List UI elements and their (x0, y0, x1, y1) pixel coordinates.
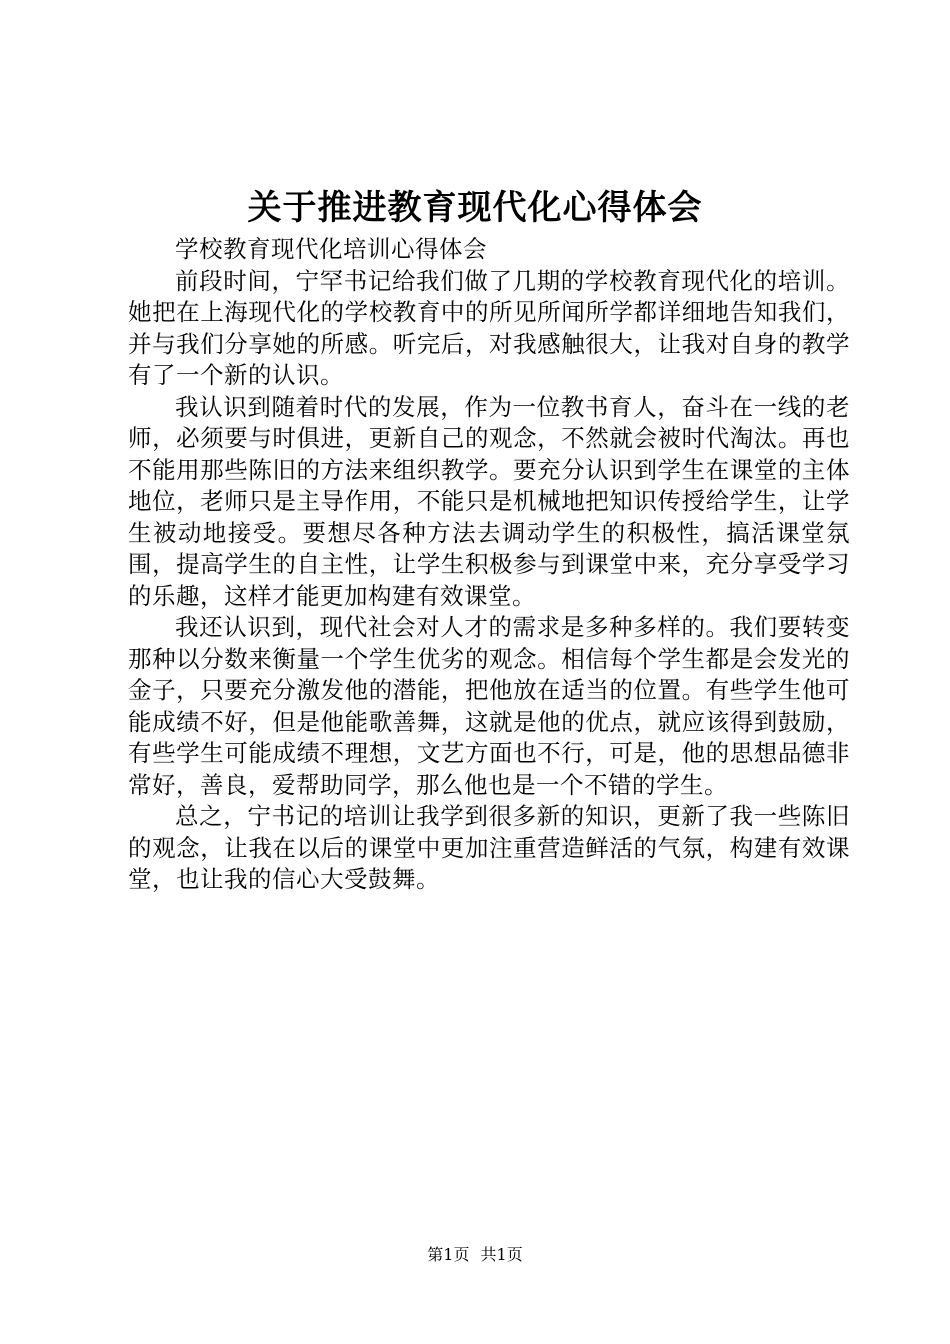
document-body (128, 234, 850, 896)
page-footer (0, 1244, 950, 1266)
document-title: 关于推进教育现代化心得体会 (247, 188, 703, 228)
paragraph-keep-pace: 我认识到随着时代的发展，作为一位教书育人，奋斗在一线的老师，必须要与时俱进，更新自己的观念，不然就会被时代淘汰。再也不能用那些陈旧的方法来组织教学。要充分认识到学生在课堂的主体地位，老师只是主导作用，不能只是机械地把知识传授给学生，让学生被动地接受。要想尽各种方法去调动学生的积极性，搞活课堂氛围，提高学生的自主性，让学生积极参与到课堂中来，充分享受学习的乐趣，这样才能更加构建有效课堂。 (128, 392, 850, 610)
paragraph-conclusion: 总之，宁书记的培训让我学到很多新的知识，更新了我一些陈旧的观念，让我在以后的课堂中更加注重营造鲜活的气氛，构建有效课堂，也让我的信心大受鼓舞。 (128, 802, 850, 893)
paragraph-training-intro: 前段时间，宁罕书记给我们做了几期的学校教育现代化的培训。她把在上海现代化的学校教育中的所见所闻所学都详细地告知我们，并与我们分享她的所感。听完后，对我感触很大，让我对自身的教学有了一个新的认识。 (128, 266, 850, 389)
page-number-total: 共1页 (480, 1245, 523, 1264)
page-number-current: 第1页 (427, 1245, 470, 1264)
paragraph-talent-needs: 我还认识到，现代社会对人才的需求是多种多样的。我们要转变那种以分数来衡量一个学生优劣的观念。相信每个学生都是会发光的金子，只要充分激发他的潜能，把他放在适当的位置。有些学生他可能成绩不好，但是他能歌善舞，这就是他的优点，就应该得到鼓励，有些学生可能成绩不理想，文艺方面也不行，可是，他的思想品德非常好，善良，爱帮助同学，那么他也是一个不错的学生。 (128, 613, 850, 799)
subtitle-paragraph: 学校教育现代化培训心得体会 (175, 235, 487, 263)
